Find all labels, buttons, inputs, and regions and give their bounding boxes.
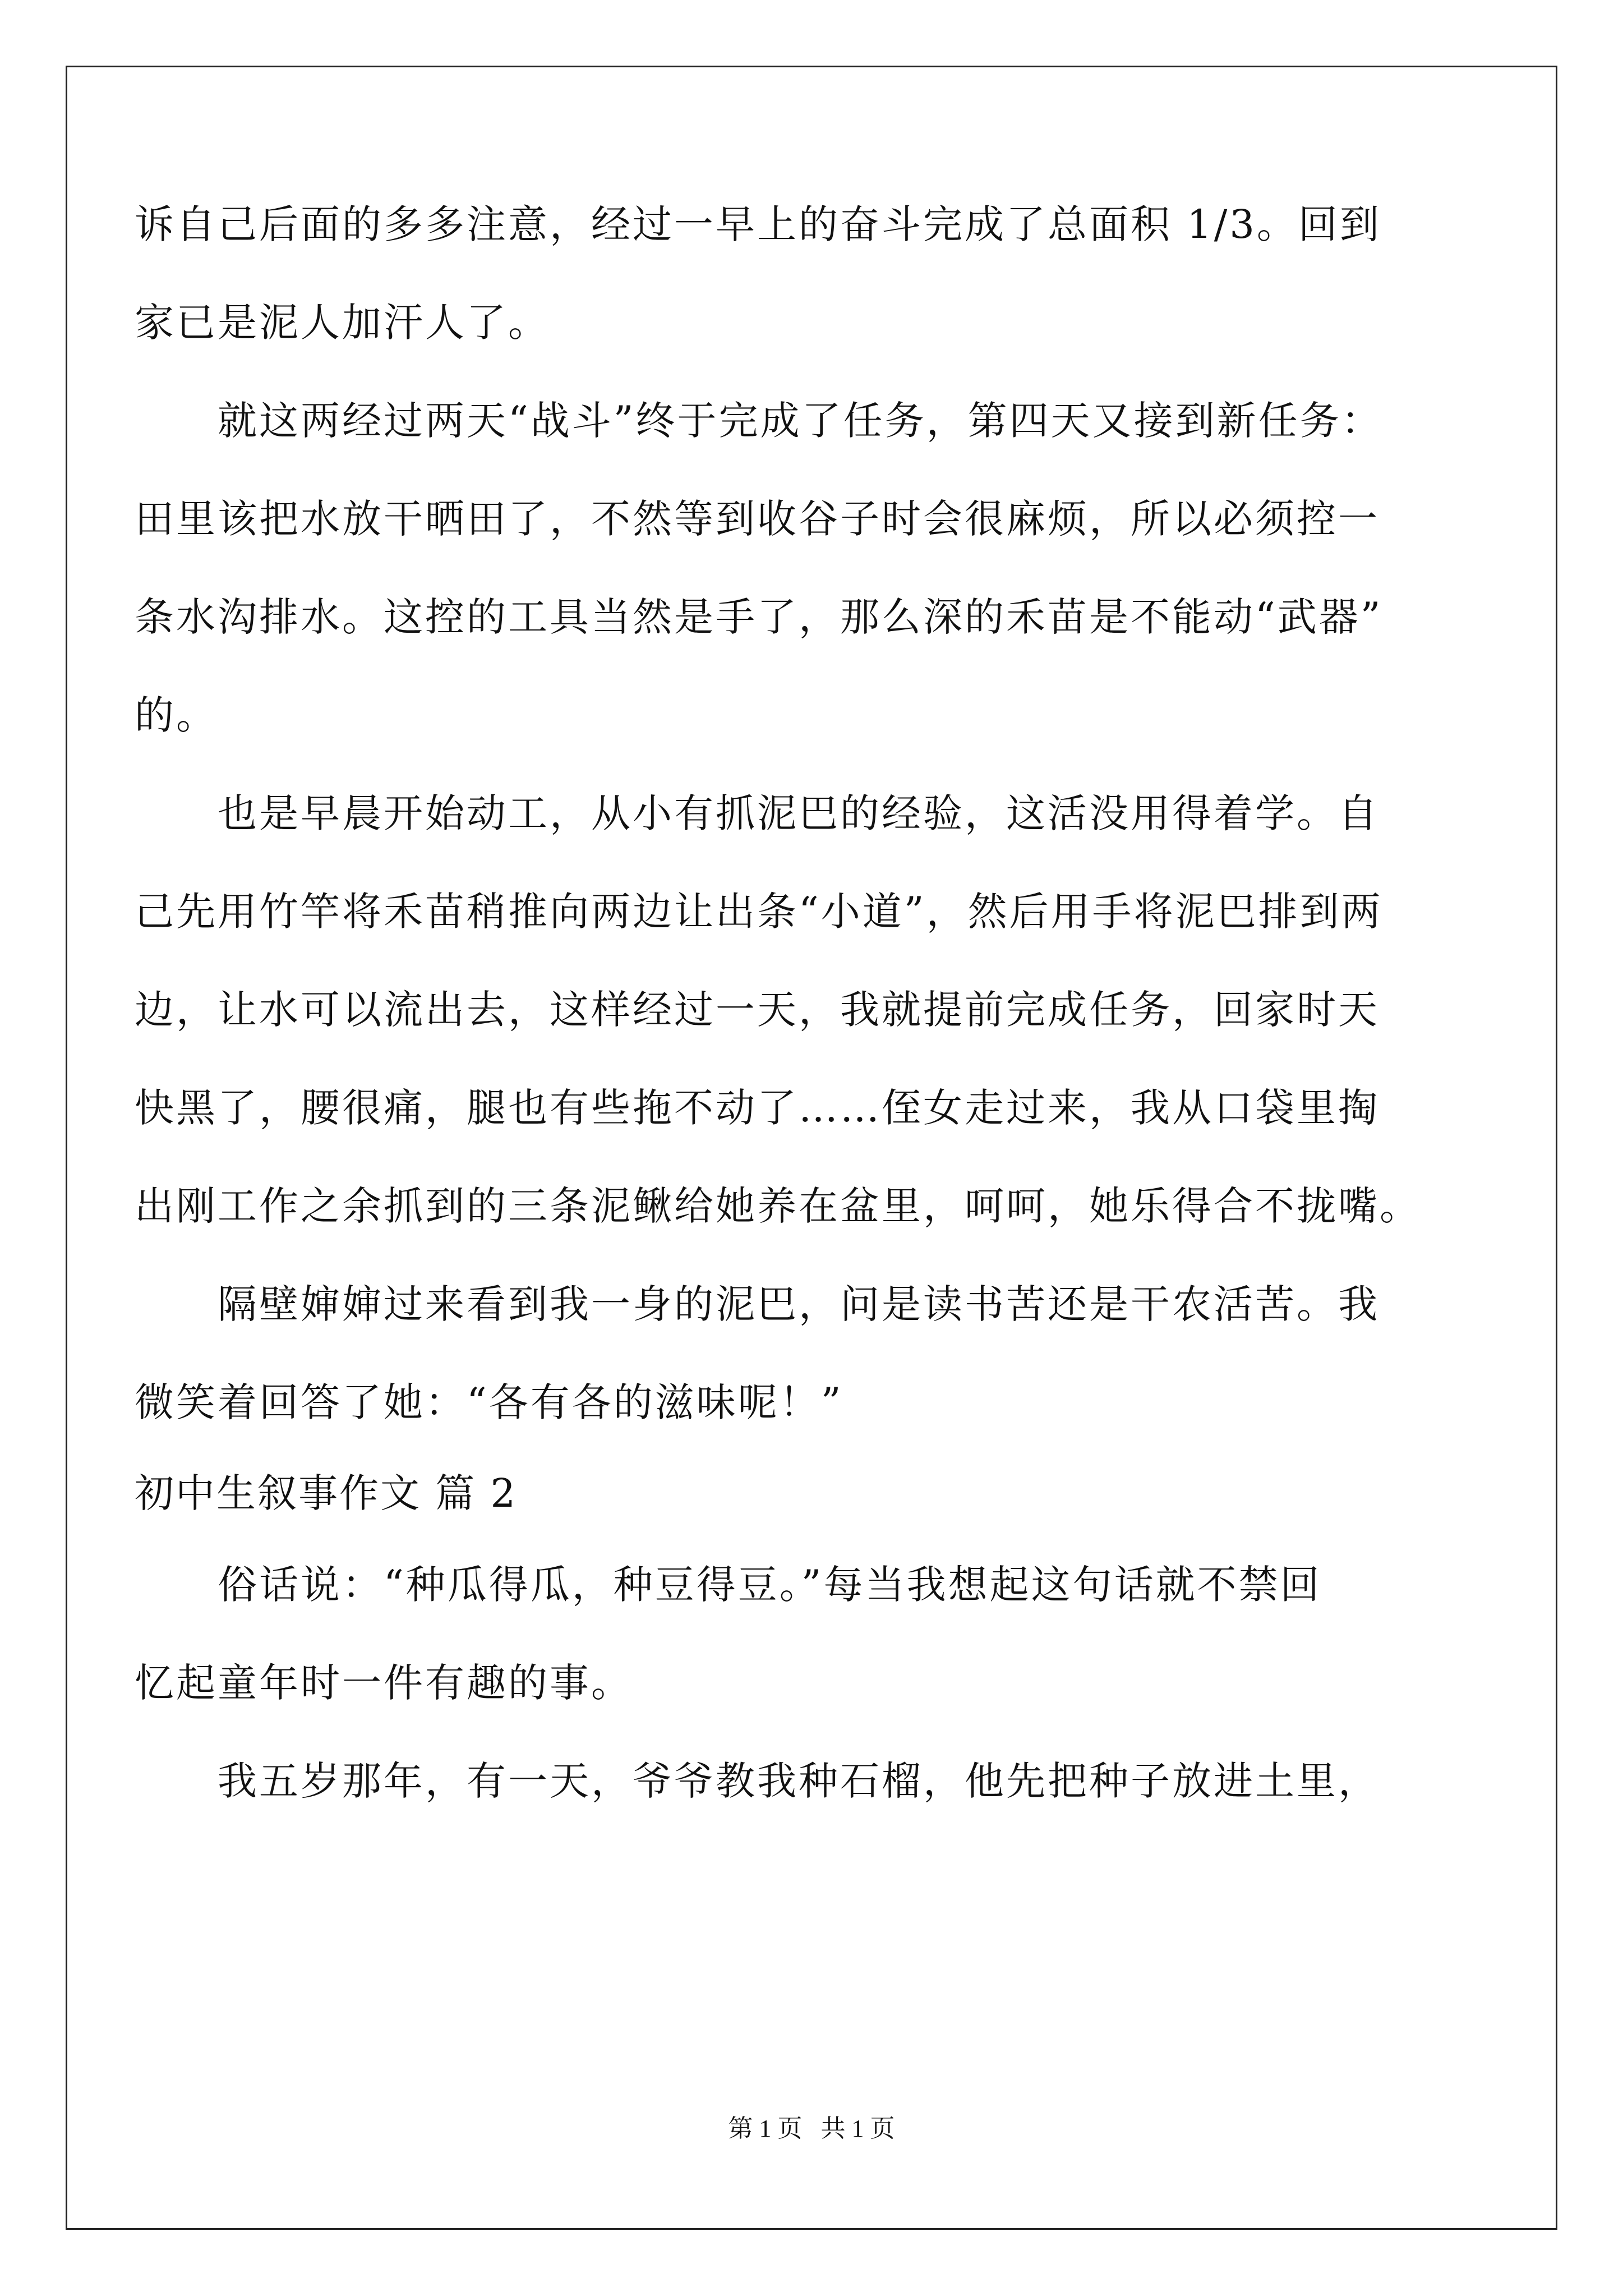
paragraph-line: 俗话说：“种瓜得瓜，种豆得豆。”每当我想起这句话就不禁回 <box>218 1562 1322 1608</box>
paragraph-line: 微笑着回答了她：“各有各的滋味呢！” <box>135 1379 843 1425</box>
paragraph-line: 隔壁婶婶过来看到我一身的泥巴，问是读书苦还是干农活苦。我 <box>218 1281 1380 1327</box>
paragraph-line: 条水沟排水。这控的工具当然是手了，那么深的禾苗是不能动“武器” <box>135 594 1383 640</box>
paragraph-line: 忆起童年时一件有趣的事。 <box>135 1660 633 1706</box>
paragraph-line: 出刚工作之余抓到的三条泥鳅给她养在盆里，呵呵，她乐得合不拢嘴。 <box>135 1183 1421 1229</box>
page-footer: 第 1 页 共 1 页 <box>728 2115 895 2142</box>
paragraph-line: 就这两经过两天“战斗”终于完成了任务，第四天又接到新任务： <box>218 398 1383 444</box>
section-heading: 初中生叙事作文 篇 2 <box>135 1470 518 1516</box>
paragraph-line: 田里该把水放干晒田了，不然等到收谷子时会很麻烦，所以必须控一 <box>135 496 1380 542</box>
paragraph-line: 己先用竹竿将禾苗稍推向两边让出条“小道”，然后用手将泥巴排到两 <box>135 889 1383 935</box>
page-border <box>66 66 1557 2230</box>
paragraph-line: 边，让水可以流出去，这样经过一天，我就提前完成任务，回家时天 <box>135 987 1380 1033</box>
paragraph-line: 快黑了，腰很痛，腿也有些拖不动了……侄女走过来，我从口袋里掏 <box>135 1085 1380 1131</box>
paragraph-line: 诉自己后面的多多注意，经过一早上的奋斗完成了总面积 1/3。回到 <box>135 201 1381 247</box>
paragraph-line: 我五岁那年，有一天，爷爷教我种石榴，他先把种子放进土里， <box>218 1758 1380 1804</box>
paragraph-line: 也是早晨开始动工，从小有抓泥巴的经验，这活没用得着学。自 <box>218 790 1380 836</box>
paragraph-line: 家已是泥人加汗人了。 <box>135 300 550 346</box>
paragraph-line: 的。 <box>135 692 218 738</box>
